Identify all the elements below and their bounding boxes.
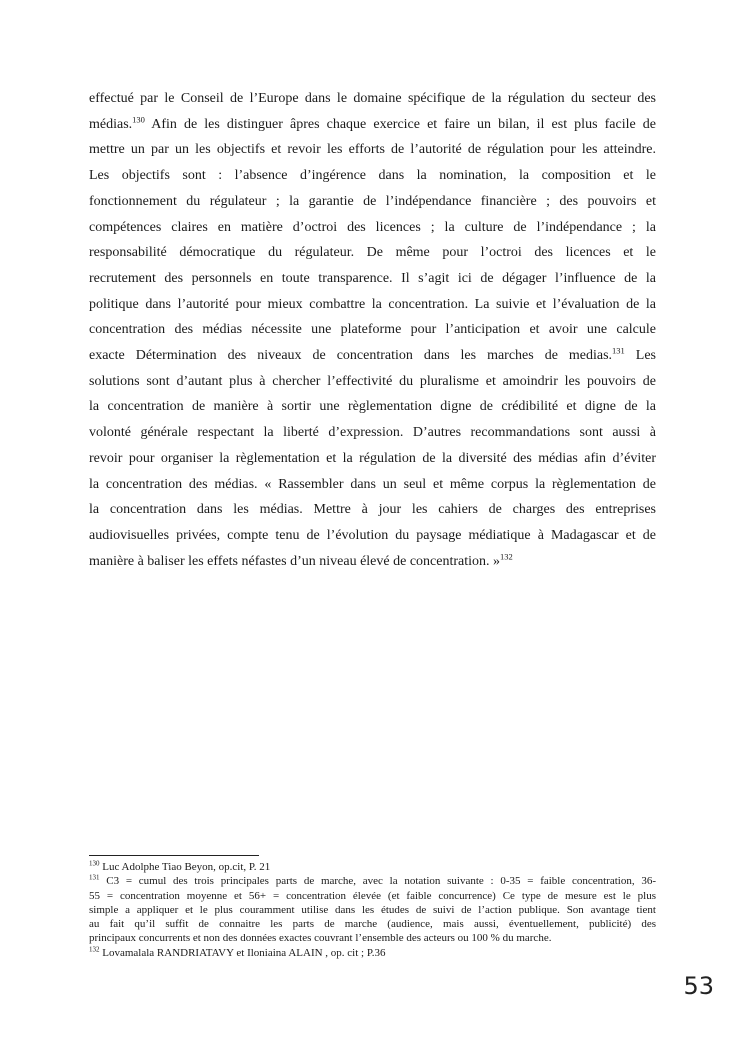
- footnote-line: principaux concurrents et non des données exactes couvrant l’ensemble des acteurs ou 100 % du marche.: [89, 932, 552, 945]
- text-line: fonctionnement du régulateur ; la garantie de l’indépendance financière ; des pouvoirs et: [89, 193, 656, 209]
- page-number: 53: [683, 972, 714, 1000]
- footnote-mark: 131: [89, 873, 100, 882]
- footnote-132: [89, 946, 656, 960]
- footnote-mark: 130: [89, 859, 100, 868]
- text-fragment: Les: [624, 348, 656, 364]
- footnotes: [89, 860, 656, 960]
- text-line: [89, 343, 656, 369]
- text-fragment: exacte Détermination des niveaux de concentration dans les marches de medias.: [89, 348, 613, 364]
- text-line: Les objectifs sont : l’absence d’ingérence dans la nomination, la composition et le: [89, 168, 656, 184]
- text-line: [89, 112, 656, 138]
- text-line: volonté générale respectant la liberté d’expression. D’autres recommandations sont aussi à: [89, 425, 656, 441]
- main-paragraph: [89, 86, 656, 574]
- text-fragment: médias.: [89, 116, 133, 132]
- text-line: la concentration dans les médias. Mettre à jour les cahiers de charges des entreprises: [89, 502, 656, 518]
- text-line: solutions sont d’autant plus à chercher l’effectivité du pluralisme et amoindrir les pouvoirs de: [89, 373, 656, 389]
- footnote-131: [89, 874, 656, 945]
- text-line: mettre un par un les objectifs et revoir les efforts de l’autorité de régulation pour les atteindre.: [89, 142, 656, 158]
- text-line: concentration des médias nécessite une plateforme pour l’anticipation et avoir une calcule: [89, 322, 656, 338]
- text-line: revoir pour organiser la règlementation et la régulation de la diversité des médias afin d’éviter: [89, 450, 656, 466]
- footnote-ref-130[interactable]: 130: [132, 114, 145, 125]
- footnote-text: C3 = cumul des trois principales parts de marche, avec la notation suivante : 0-35 = faible concentration, 36-: [99, 875, 656, 888]
- footnote-line: au fait qu’il suffit de connaitre les parts de marche (audience, mais aussi, éventuellement, publicité) des: [89, 918, 656, 931]
- text-line: effectué par le Conseil de l’Europe dans le domaine spécifique de la régulation du secteur des: [89, 91, 656, 106]
- footnote-line: simple a appliquer et le plus couramment utilise dans les études de suivi de l’action publique. Son avantage tient: [89, 903, 656, 916]
- footnote-text: Lovamalala RANDRIATAVY et Iloniaina ALAIN , op. cit ; P.36: [99, 946, 386, 959]
- footnote-ref-131[interactable]: 131: [612, 345, 625, 356]
- footnote-line: 55 = concentration moyenne et 56+ = concentration élevée (et faible concurrence) Ce type de mesure est le plus: [89, 889, 656, 902]
- footnote-text: Luc Adolphe Tiao Beyon, op.cit, P. 21: [99, 861, 271, 873]
- text-line: recrutement des personnels en toute transparence. Il s’agit ici de dégager l’influence de la: [89, 270, 656, 286]
- text-fragment: Afin de les distinguer âpres chaque exercice et faire un bilan, il est plus facile de: [144, 116, 656, 132]
- footnote-separator: [89, 855, 259, 856]
- text-line: la concentration des médias. « Rassembler dans un seul et même corpus la règlementation de: [89, 476, 656, 492]
- footnote-mark: 132: [89, 945, 100, 954]
- text-line: audiovisuelles privées, compte tenu de l’évolution du paysage médiatique à Madagascar et de: [89, 527, 656, 543]
- text-line: responsabilité démocratique du régulateur. De même pour l’octroi des licences et le: [89, 245, 656, 261]
- text-line: politique dans l’autorité pour mieux combattre la concentration. La suivie et l’évaluation de la: [89, 296, 656, 312]
- text-line: la concentration de manière à sortir une règlementation digne de crédibilité et digne de la: [89, 399, 656, 415]
- footnote-130: [89, 860, 656, 874]
- footnote-ref-132[interactable]: 132: [500, 551, 513, 561]
- text-line: [89, 549, 656, 575]
- text-line: compétences claires en matière d’octroi des licences ; la culture de l’indépendance ; la: [89, 219, 656, 235]
- text-fragment: manière à baliser les effets néfastes d’un niveau élevé de concentration. »: [89, 553, 501, 569]
- footnote-line: [89, 874, 656, 888]
